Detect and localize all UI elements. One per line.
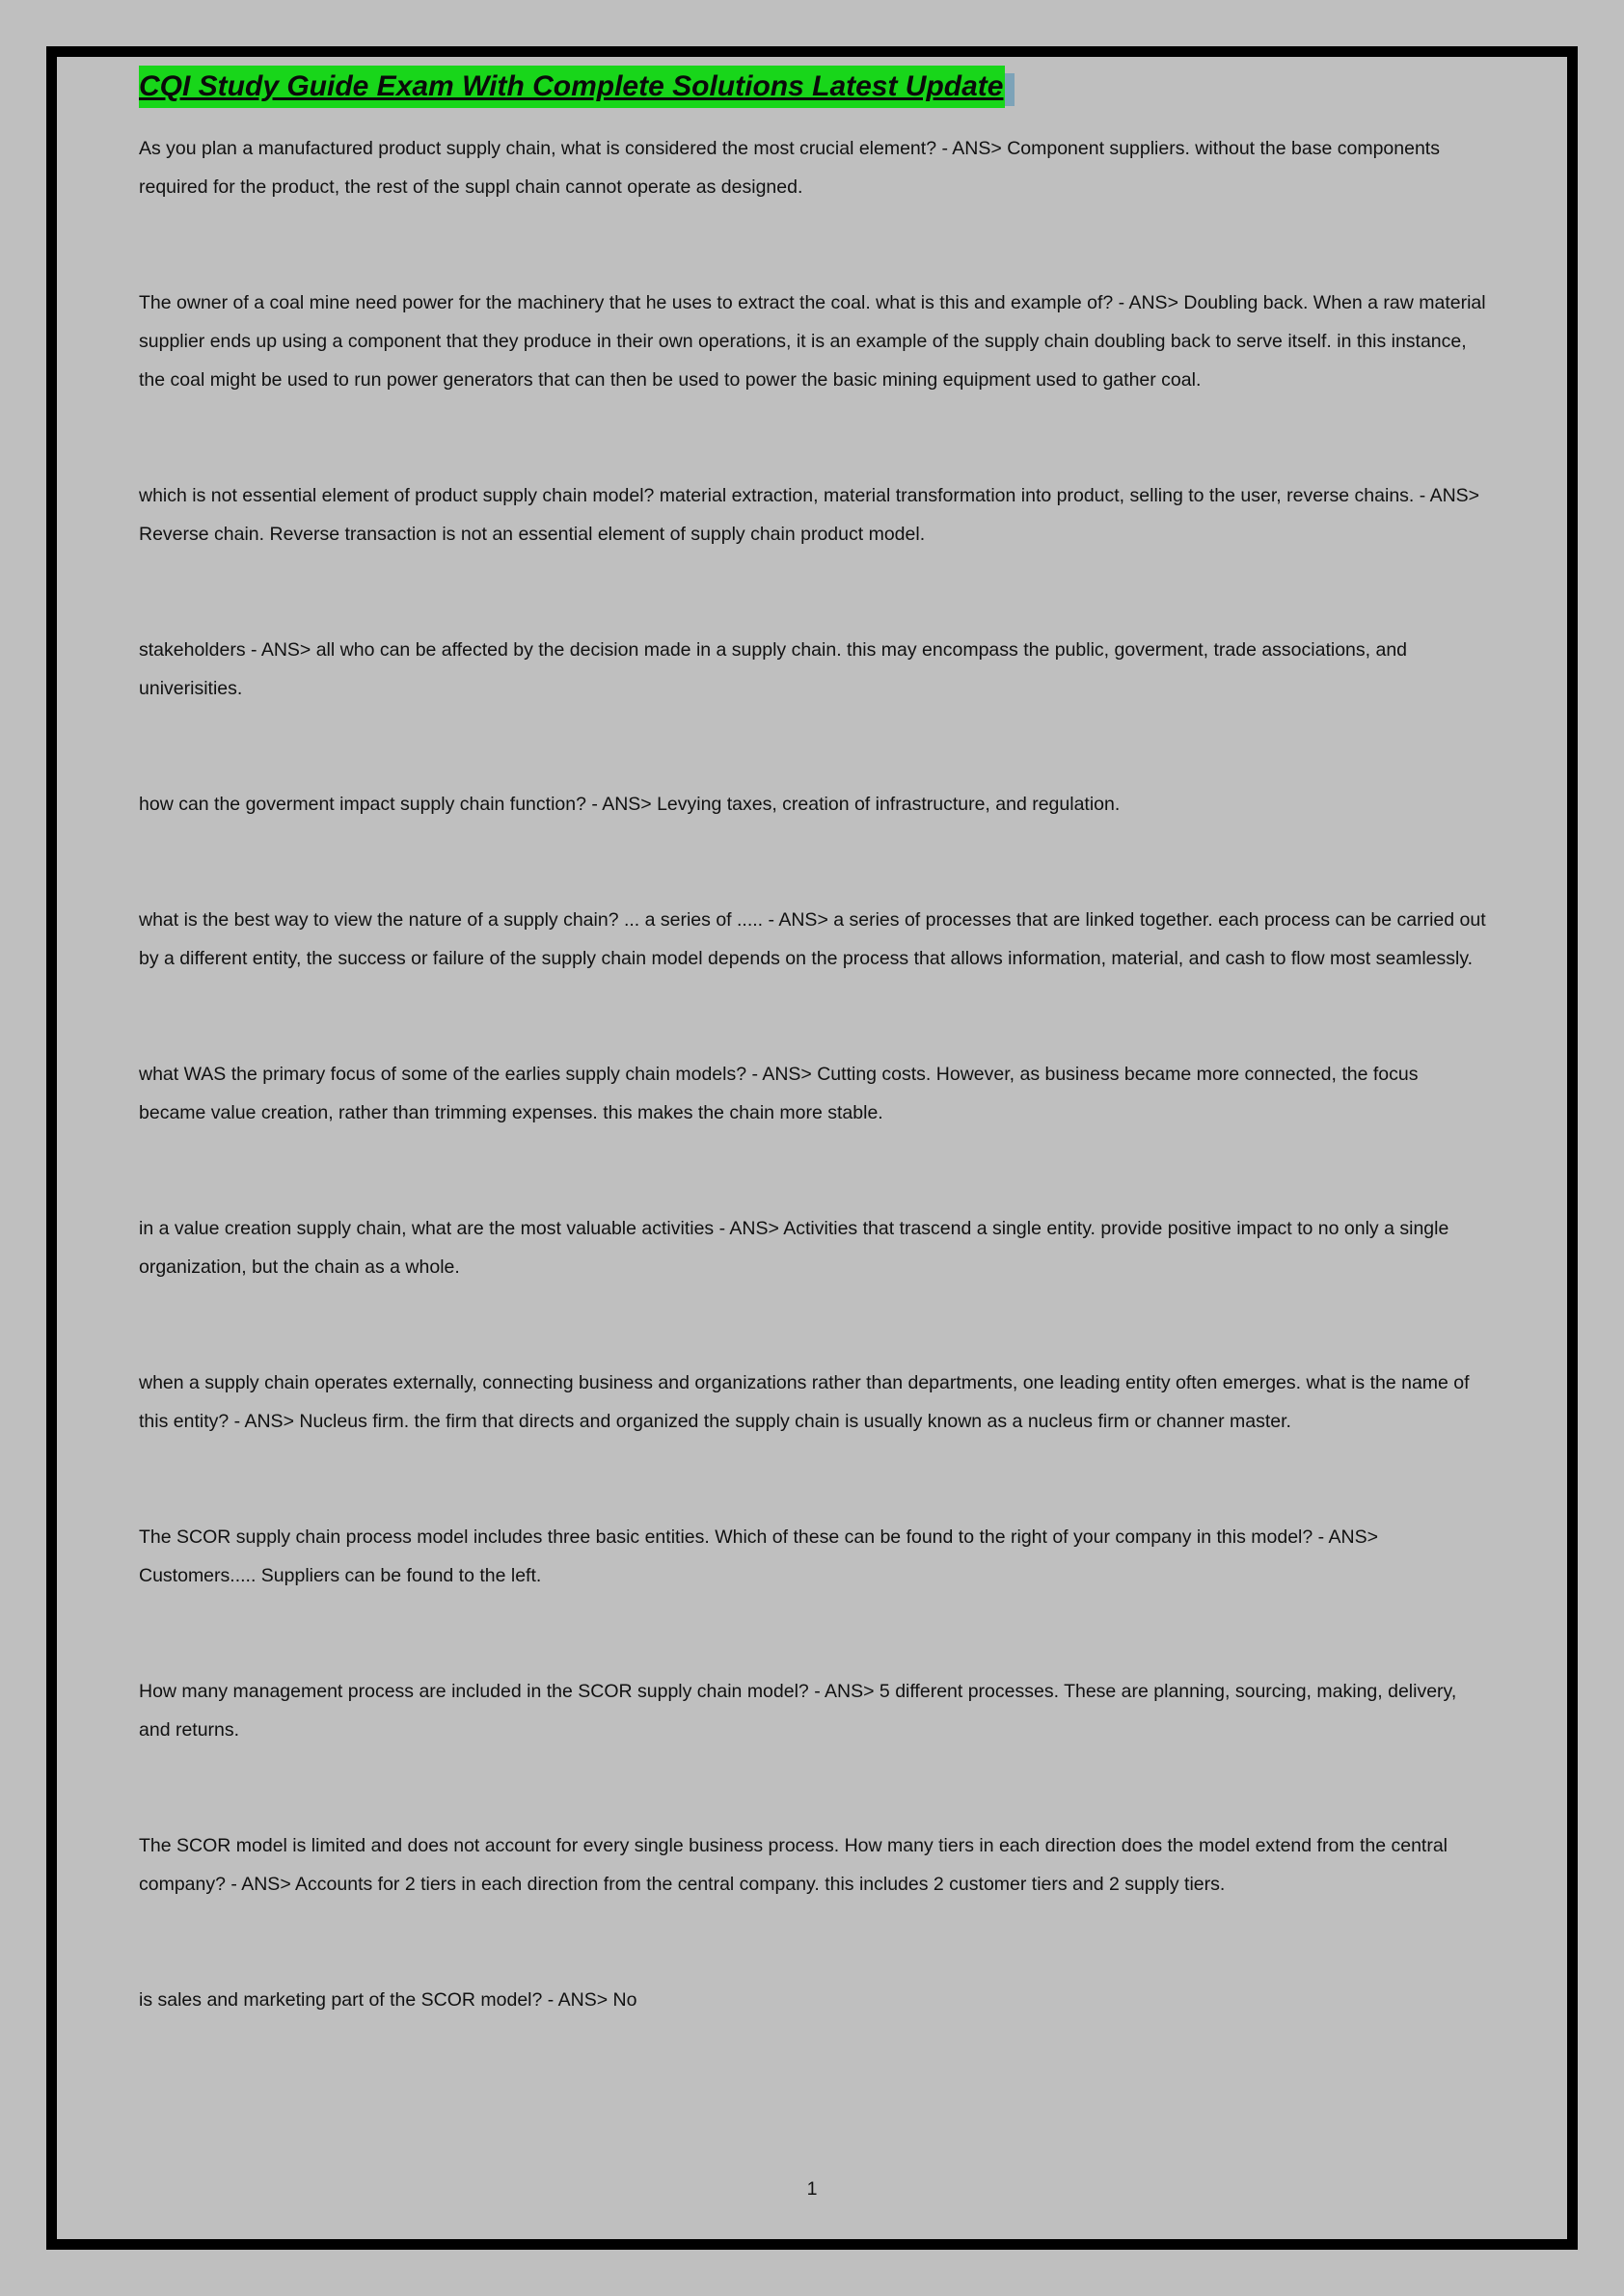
qa-entry-10: The SCOR supply chain process model includes three basic entities. Which of these can be found to the right of your company in this model? - ANS> Customers..... Suppliers can be found to the left. — [139, 1526, 1378, 1586]
entry-gap — [139, 399, 1489, 476]
entry-gap — [139, 1749, 1489, 1826]
entry-gap — [139, 1286, 1489, 1364]
qa-entry-2: The owner of a coal mine need power for the machinery that he uses to extract the coal. what is this and example of? - ANS> Doubling back. When a raw material supplier ends up using a component that they produce in their own operations, it is an example of the supply chain doubling back to serve itself. in this instance, the coal might be used to run power generators that can then be used to power the basic mining equipment used to gather coal. — [139, 292, 1486, 391]
qa-entry-5: how can the goverment impact supply chain function? - ANS> Levying taxes, creation of infrastructure, and regulation. — [139, 794, 1121, 815]
qa-entry-4: stakeholders - ANS> all who can be affected by the decision made in a supply chain. this may encompass the public, goverment, trade associations, and univerisities. — [139, 639, 1408, 699]
entry-gap — [139, 978, 1489, 1055]
document-title-wrapper — [139, 66, 1005, 108]
qa-entry-1: As you plan a manufactured product supply chain, what is considered the most crucial element? - ANS> Component suppliers. without the base components required for the product, the rest of the suppl chain cannot operate as designed. — [139, 138, 1440, 198]
qa-entry-8: in a value creation supply chain, what are the most valuable activities - ANS> Activities that trascend a single entity. provide positive impact to no only a single organization, but the chain as a whole. — [139, 1218, 1449, 1278]
qa-entry-7: what WAS the primary focus of some of the earlies supply chain models? - ANS> Cutting costs. However, as business became more connected, the focus became value creation, rather than trimming expenses. this makes the chain more stable. — [139, 1064, 1419, 1123]
document-body — [139, 66, 1489, 2019]
entry-gap — [139, 708, 1489, 785]
qa-entry-11: How many management process are included in the SCOR supply chain model? - ANS> 5 different processes. These are planning, sourcing, making, delivery, and returns. — [139, 1681, 1457, 1741]
entry-gap — [139, 1132, 1489, 1209]
qa-entry-6: what is the best way to view the nature of a supply chain? ... a series of ..... - ANS> a series of processes that are linked together. each process can be carried out by a different entity, the success or failure of the supply chain model depends on the process that allows information, material, and cash to flow most seamlessly. — [139, 909, 1486, 969]
qa-entry-3: which is not essential element of product supply chain model? material extraction, material transformation into product, selling to the user, reverse chains. - ANS> Reverse chain. Reverse transaction is not an essential element of supply chain product model. — [139, 485, 1480, 545]
qa-entry-12: The SCOR model is limited and does not account for every single business process. How many tiers in each direction does the model extend from the central company? - ANS> Accounts for 2 tiers in each direction from the central company. this includes 2 customer tiers and 2 supply tiers. — [139, 1835, 1448, 1895]
entry-gap — [139, 1904, 1489, 1981]
page-number: 1 — [806, 2178, 818, 2200]
entry-gap — [139, 1441, 1489, 1518]
entry-gap — [139, 824, 1489, 901]
entry-gap — [139, 206, 1489, 284]
qa-entry-9: when a supply chain operates externally, connecting business and organizations rather than departments, one leading entity often emerges. what is the name of this entity? - ANS> Nucleus firm. the firm that directs and organized the supply chain is usually known as a nucleus firm or channer master. — [139, 1372, 1470, 1432]
document-title: CQI Study Guide Exam With Complete Solutions Latest Update — [139, 66, 1005, 108]
qa-entry-13: is sales and marketing part of the SCOR model? - ANS> No — [139, 1989, 637, 2011]
entry-gap — [139, 554, 1489, 631]
entry-gap — [139, 1595, 1489, 1672]
